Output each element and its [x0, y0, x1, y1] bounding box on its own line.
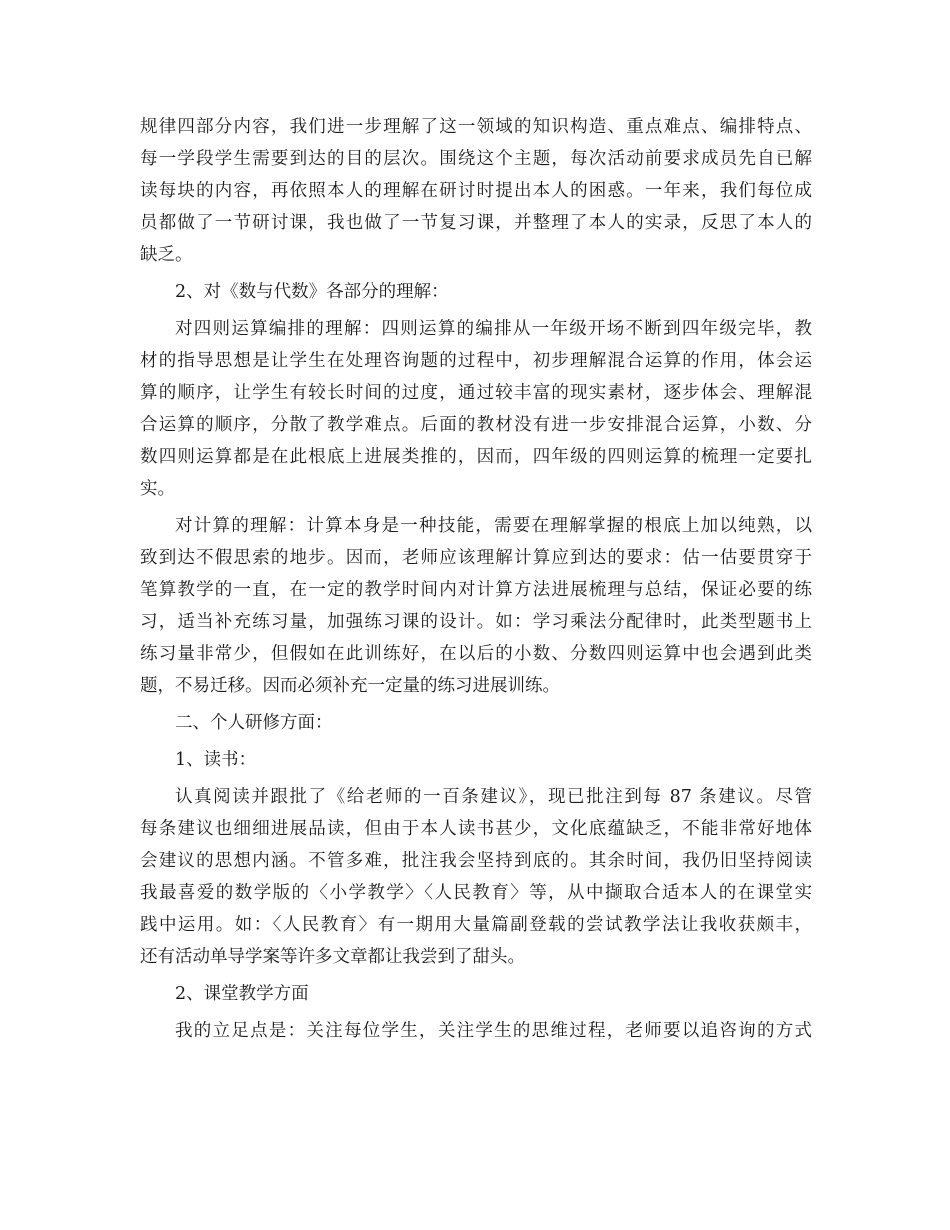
text-line: 习，适当补充练习量，加强练习课的设计。如：学习乘法分配律时，此类型题书上	[140, 612, 812, 632]
text-line: 对计算的理解：计算本身是一种技能，需要在理解掌握的根底上加以纯熟，以	[175, 516, 812, 536]
text-line: 每一学段学生需要到达的目的层次。围绕这个主题，每次活动前要求成员先自已解	[140, 149, 812, 169]
text-line: 践中运用。如：〈人民教育〉有一期用大量篇副登载的尝试教学法让我收获颇丰，	[140, 915, 812, 935]
text-line: 练习量非常少，但假如在此训练好，在以后的小数、分数四则运算中也会遇到此类	[140, 644, 812, 664]
text-line: 二、个人研修方面：	[175, 713, 333, 733]
text-line: 题，不易迁移。因而必须补充一定量的练习进展训练。	[140, 676, 560, 696]
text-line: 读每块的内容，再依照本人的理解在研讨时提出本人的困惑。一年来，我们每位成	[140, 181, 812, 201]
text-line: 1、读书：	[175, 750, 257, 770]
paragraph	[140, 1015, 812, 1047]
text-line: 算的顺序，让学生有较长时间的过度，通过较丰富的现实素材，逐步体会、理解混	[140, 383, 812, 403]
paragraph	[140, 510, 812, 702]
subsection-heading	[140, 744, 812, 776]
text-line: 规律四部分内容，我们进一步理解了这一领域的知识构造、重点难点、编排特点、	[140, 117, 812, 137]
text-line: 我最喜爱的数学版的〈小学教学〉〈人民教育〉等，从中撷取合适本人的在课堂实	[140, 883, 812, 903]
document-body	[140, 111, 812, 1047]
text-line: 数四则运算都是在此根底上进展类推的，因而，四年级的四则运算的梳理一定要扎	[140, 447, 812, 467]
text-line: 笔算教学的一直，在一定的教学时间内对计算方法进展梳理与总结，保证必要的练	[140, 580, 812, 600]
text-line: 认真阅读并跟批了《给老师的一百条建议》，现已批注到每 87 条建议。尽管	[175, 787, 812, 807]
text-line: 会建议的思想内涵。不管多难，批注我会坚持到底的。其余时间，我仍旧坚持阅读	[140, 851, 812, 871]
text-line: 缺乏。	[140, 245, 193, 265]
section-heading	[140, 276, 812, 308]
subsection-heading	[140, 978, 812, 1010]
text-line: 致到达不假思索的地步。因而，老师应该理解计算应到达的要求：估一估要贯穿于	[140, 548, 812, 568]
text-line: 员都做了一节研讨课，我也做了一节复习课，并整理了本人的实录，反思了本人的	[140, 213, 812, 233]
text-line: 实。	[140, 479, 175, 499]
text-line: 2、对《数与代数》各部分的理解：	[175, 282, 449, 302]
text-line: 2、课堂教学方面	[175, 984, 309, 1004]
text-line: 材的指导思想是让学生在处理咨询题的过程中，初步理解混合运算的作用，体会运	[140, 351, 812, 371]
text-line: 对四则运算编排的理解：四则运算的编排从一年级开场不断到四年级完毕，教	[175, 319, 812, 339]
text-line: 每条建议也细细进展品读，但由于本人读书甚少，文化底蕴缺乏，不能非常好地体	[140, 819, 812, 839]
text-line: 还有活动单导学案等许多文章都让我尝到了甜头。	[140, 947, 525, 967]
paragraph	[140, 111, 812, 271]
text-line: 合运算的顺序，分散了教学难点。后面的教材没有进一步安排混合运算，小数、分	[140, 415, 812, 435]
section-heading	[140, 707, 812, 739]
paragraph	[140, 781, 812, 973]
paragraph	[140, 313, 812, 505]
text-line: 我的立足点是：关注每位学生，关注学生的思维过程，老师要以追咨询的方式	[175, 1021, 812, 1041]
